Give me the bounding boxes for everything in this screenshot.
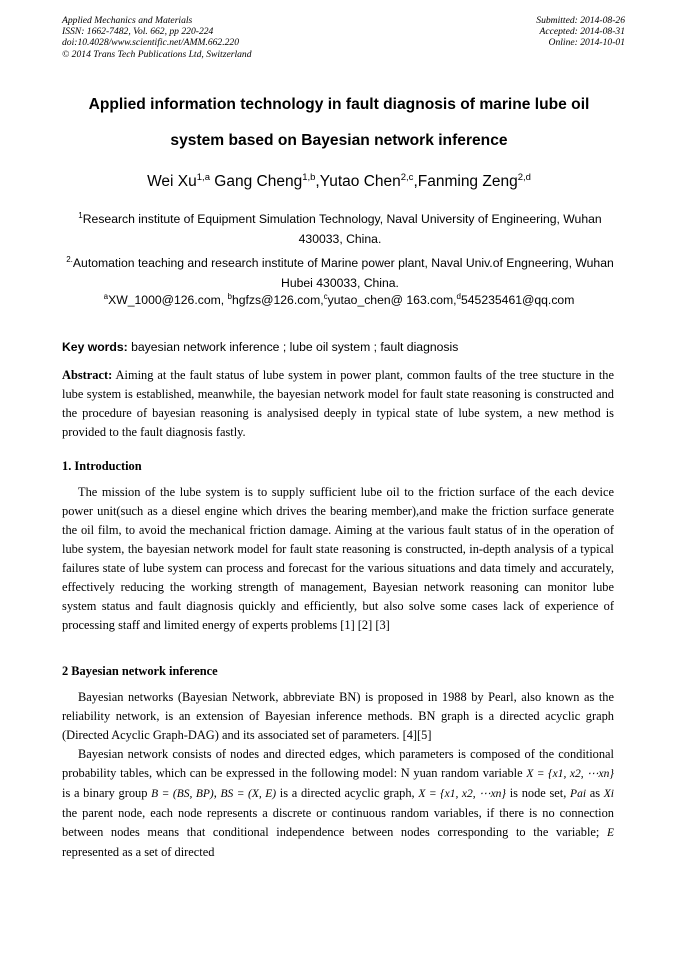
bayesian-paragraph-2 (62, 745, 614, 862)
email-mark: d (456, 292, 461, 301)
paragraph-text: , (213, 786, 221, 800)
author-name: Wei Xu (147, 173, 197, 191)
abstract (62, 366, 614, 442)
email-mark: b (227, 292, 232, 301)
author-list: Wei Xu$^{1,a}$ Gang Cheng$^{1,b}$,Yutao Chen$^{2,c}$,Fanming Zeng$^{2,d}$ (147, 172, 531, 191)
author-emails (40, 292, 638, 307)
paragraph-text: Bayesian network consists of nodes and directed edges, which parameters is composed of the conditional probability tables, which can be expressed in the following model: N yuan random variable (62, 747, 614, 780)
journal-issn: ISSN: 1662-7482, Vol. 662, pp 220-224 (62, 26, 214, 38)
email-address[interactable]: 545235461@qq.com (461, 293, 575, 308)
math-node-xi: Xi (603, 788, 614, 800)
date-submitted: Submitted: 2014-08-26 (536, 15, 625, 26)
journal-doi: doi:10.4028/www.scientific.net/AMM.662.220 (62, 37, 240, 49)
author-name: Yutao Chen (319, 173, 401, 191)
abstract-label: Abstract: (62, 368, 113, 382)
affiliation-1 (62, 206, 618, 249)
author-affil-mark: 1,b (302, 172, 316, 183)
author-affil-mark: 2,c (400, 172, 414, 183)
email-mark: a (103, 292, 109, 301)
paper-title-line-2: system based on Bayesian network inference (170, 132, 508, 149)
author-affil-mark: 1,a (196, 172, 210, 183)
affiliation-text: Automation teaching and research institute of Marine power plant, Naval Univ.of Engneering, Wuhan Hubei 430033, China. (72, 256, 614, 291)
journal-header (62, 15, 252, 60)
email-address[interactable]: hgfzs@126.com, (231, 293, 324, 308)
affiliation-text: Research institute of Equipment Simulation Technology, Naval University of Engineering, Wuhan 430033, China. (82, 212, 602, 247)
date-online: Online: 2014-10-01 (548, 37, 625, 49)
math-random-variable-set: X = {x1, x2, ⋯xn} (526, 768, 615, 780)
math-node-set: X = {x1, x2, ⋯xn} (418, 788, 507, 800)
paragraph-text: is node set, (506, 786, 571, 800)
math-binary-group: B = (BS, BP) (151, 788, 214, 800)
section-heading-bayesian: 2 Bayesian network inference (62, 664, 218, 678)
author-name: Gang Cheng (214, 173, 303, 191)
paragraph-text: the parent node, each node represents a discrete or continuous random variables, if there is no connection between nodes means that conditional independence between nodes corresponding to the variable; (62, 806, 614, 839)
email-address[interactable]: yutao_chen@ 163.com, (327, 293, 457, 308)
abstract-text: Aiming at the fault status of lube system in power plant, common faults of the tree stucture in the lube system is established, meanwhile, the bayesian network model for fault state reasoning is constructed and the procedure of bayesian reasoning is analysised deeply in typical state of lube system, a new method is provided to the fault diagnosis fastly. (62, 368, 614, 439)
keywords-label: Key words: (62, 340, 128, 354)
journal-copyright: © 2014 Trans Tech Publications Ltd, Switzerland (62, 48, 252, 60)
keywords (62, 340, 618, 354)
dates-header (536, 15, 625, 49)
math-parent-node: Pai (570, 788, 587, 800)
paragraph-text: is a binary group (62, 786, 152, 800)
author-affil-mark: 2,d (517, 172, 531, 183)
author-name: Fanming Zeng (417, 173, 518, 191)
introduction-paragraph: The mission of the lube system is to supply sufficient lube oil to the friction surface of the each device power unit(such as a diesel engine which drives the bearing member),and make the friction surface generate the oil film, to avoid the mechanical friction damage. Aiming at the various fault status of in the operation of lube system, the bayesian network model for fault state reasoning is constructed, in-depth analysis of a typical failures state of lube system can process and forecast for the various situations and data timely and accurately, effectively reducing the working strength of management, Bayesian network reasoning can monitor lube system status and fault diagnosis quickly and efficiently, but also solve some cases lack of experience of processing staff and limited energy of experts problems [1] [2] [3] (62, 485, 614, 632)
keywords-text: bayesian network inference ; lube oil system ; fault diagnosis (127, 340, 459, 354)
affiliation-mark: 1 (78, 211, 83, 220)
email-address[interactable]: XW_1000@126.com, (108, 293, 228, 308)
paper-title-line-1: Applied information technology in fault diagnosis of marine lube oil (88, 96, 590, 113)
journal-name: Applied Mechanics and Materials (62, 15, 193, 26)
math-edge-set: E (606, 827, 614, 839)
paragraph-text: represented as a set of directed (62, 845, 215, 859)
date-accepted: Accepted: 2014-08-31 (539, 26, 625, 38)
affiliation-2 (62, 250, 618, 293)
paragraph-text: is a directed acyclic graph, (276, 786, 419, 800)
paragraph-text: as (586, 786, 604, 800)
section-heading-introduction: 1. Introduction (62, 459, 142, 473)
email-mark: c (323, 292, 328, 301)
affiliation-mark: 2. (66, 255, 73, 264)
math-dag: BS = (X, E) (220, 788, 277, 800)
bayesian-paragraph-1: Bayesian networks (Bayesian Network, abbreviate BN) is proposed in 1988 by Pearl, also known as the reliability network, is an extension of Bayesian inference methods. BN graph is a directed acyclic graph (Directed Acyclic Graph-DAG) and its associated set of parameters. [4][5] (62, 690, 614, 742)
